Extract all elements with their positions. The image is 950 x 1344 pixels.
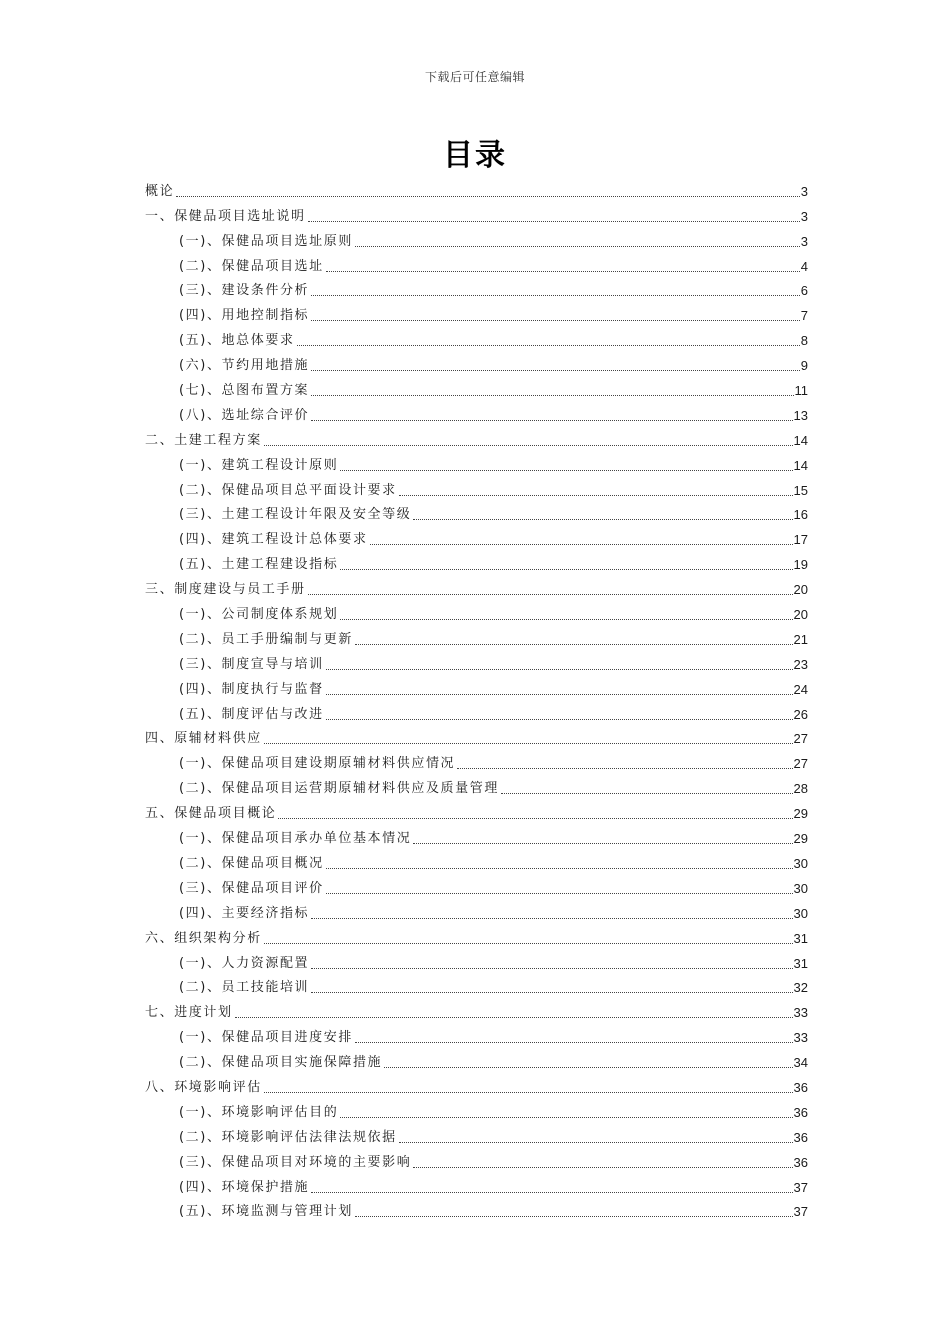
toc-dot-leader	[311, 395, 793, 396]
toc-entry-label: (二)、保健品项目概况	[179, 855, 324, 871]
toc-dot-leader	[264, 743, 793, 744]
toc-entry-label: (二)、保健品项目运营期原辅材料供应及质量管理	[179, 781, 499, 797]
toc-subsection-entry[interactable]	[145, 1197, 808, 1222]
toc-page-number: 17	[793, 532, 808, 548]
toc-dot-leader	[311, 992, 792, 993]
toc-subsection-entry[interactable]	[145, 823, 808, 848]
toc-entry-label: (七)、总图布置方案	[179, 383, 310, 399]
toc-section-entry[interactable]	[145, 798, 808, 823]
toc-dot-leader	[457, 768, 792, 769]
toc-page-number: 20	[793, 582, 808, 598]
toc-title: 目录	[443, 138, 507, 173]
toc-entry-label: (八)、选址综合评价	[179, 407, 310, 423]
toc-page-number: 26	[793, 706, 808, 722]
toc-subsection-entry[interactable]	[145, 1147, 808, 1172]
toc-subsection-entry[interactable]	[145, 1122, 808, 1147]
toc-page-number: 32	[793, 980, 808, 996]
toc-dot-leader	[311, 968, 792, 969]
toc-page-number: 29	[793, 831, 808, 847]
toc-page-number: 3	[800, 183, 808, 199]
toc-dot-leader	[311, 370, 800, 371]
toc-dot-leader	[176, 196, 800, 197]
toc-dot-leader	[278, 818, 792, 819]
toc-entry-label: 五、保健品项目概论	[145, 806, 277, 822]
toc-dot-leader	[355, 1042, 793, 1043]
table-of-contents	[145, 176, 808, 1221]
toc-page-number: 13	[793, 407, 808, 423]
toc-section-entry[interactable]	[145, 923, 808, 948]
toc-page-number: 11	[794, 383, 808, 399]
toc-subsection-entry[interactable]	[145, 599, 808, 624]
toc-dot-leader	[326, 271, 800, 272]
toc-dot-leader	[413, 843, 792, 844]
toc-subsection-entry[interactable]	[145, 773, 808, 798]
toc-subsection-entry[interactable]	[145, 674, 808, 699]
toc-dot-leader	[326, 893, 793, 894]
toc-subsection-entry[interactable]	[145, 1022, 808, 1047]
toc-subsection-entry[interactable]	[145, 624, 808, 649]
toc-subsection-entry[interactable]	[145, 375, 808, 400]
toc-dot-leader	[326, 868, 793, 869]
toc-subsection-entry[interactable]	[145, 276, 808, 301]
toc-page-number: 7	[800, 308, 808, 324]
toc-subsection-entry[interactable]	[145, 973, 808, 998]
toc-page-number: 9	[800, 358, 808, 374]
toc-dot-leader	[355, 1216, 793, 1217]
toc-entry-label: (二)、员工技能培训	[179, 980, 310, 996]
toc-subsection-entry[interactable]	[145, 524, 808, 549]
toc-subsection-entry[interactable]	[145, 251, 808, 276]
toc-page-number: 36	[793, 1104, 808, 1120]
toc-entry-label: (一)、环境影响评估目的	[179, 1104, 339, 1120]
toc-dot-leader	[264, 445, 793, 446]
toc-dot-leader	[413, 1167, 792, 1168]
toc-subsection-entry[interactable]	[145, 649, 808, 674]
toc-entry-label: (三)、土建工程设计年限及安全等级	[179, 507, 412, 523]
toc-page-number: 30	[793, 880, 808, 896]
toc-subsection-entry[interactable]	[145, 350, 808, 375]
toc-entry-label: 六、组织架构分析	[145, 930, 262, 946]
toc-dot-leader	[399, 495, 793, 496]
toc-page-number: 31	[793, 955, 808, 971]
toc-page-number: 4	[800, 258, 808, 274]
toc-entry-label: (四)、建筑工程设计总体要求	[179, 532, 368, 548]
toc-page-number: 23	[793, 656, 808, 672]
toc-entry-label: (一)、公司制度体系规划	[179, 607, 339, 623]
toc-dot-leader	[235, 1017, 793, 1018]
toc-page-number: 21	[793, 631, 808, 647]
toc-subsection-entry[interactable]	[145, 549, 808, 574]
toc-entry-label: (四)、环境保护措施	[179, 1179, 310, 1195]
toc-dot-leader	[355, 644, 793, 645]
toc-page-number: 8	[800, 333, 808, 349]
toc-section-entry[interactable]	[145, 201, 808, 226]
toc-entry-label: (三)、制度宣导与培训	[179, 656, 324, 672]
toc-dot-leader	[326, 719, 793, 720]
toc-page-number: 29	[793, 806, 808, 822]
toc-subsection-entry[interactable]	[145, 226, 808, 251]
toc-entry-label: (一)、保健品项目选址原则	[179, 233, 353, 249]
toc-dot-leader	[399, 1142, 793, 1143]
toc-dot-leader	[311, 295, 800, 296]
toc-page-number: 27	[793, 756, 808, 772]
toc-page-number: 14	[793, 432, 808, 448]
toc-entry-label: (二)、保健品项目实施保障措施	[179, 1055, 383, 1071]
toc-section-entry[interactable]	[145, 574, 808, 599]
toc-entry-label: (五)、环境监测与管理计划	[179, 1204, 353, 1220]
toc-entry-label: 概论	[145, 183, 175, 199]
toc-entry-label: (一)、保健品项目进度安排	[179, 1030, 353, 1046]
toc-page-number: 33	[793, 1005, 808, 1021]
toc-page-number: 16	[793, 507, 808, 523]
toc-dot-leader	[501, 793, 793, 794]
toc-dot-leader	[297, 345, 800, 346]
toc-entry-label: (六)、节约用地措施	[179, 358, 310, 374]
toc-subsection-entry[interactable]	[145, 748, 808, 773]
toc-entry-label: 八、环境影响评估	[145, 1079, 262, 1095]
toc-page-number: 36	[793, 1129, 808, 1145]
toc-page-number: 34	[793, 1055, 808, 1071]
toc-entry-label: (四)、制度执行与监督	[179, 681, 324, 697]
toc-dot-leader	[326, 669, 793, 670]
toc-entry-label: (一)、保健品项目建设期原辅材料供应情况	[179, 756, 456, 772]
toc-page-number: 36	[793, 1154, 808, 1170]
toc-dot-leader	[340, 470, 792, 471]
toc-entry-label: (一)、人力资源配置	[179, 955, 310, 971]
toc-dot-leader	[264, 1092, 793, 1093]
toc-subsection-entry[interactable]	[145, 1047, 808, 1072]
toc-page-number: 28	[793, 781, 808, 797]
toc-page-number: 31	[793, 930, 808, 946]
toc-entry-label: (三)、保健品项目对环境的主要影响	[179, 1154, 412, 1170]
toc-subsection-entry[interactable]	[145, 475, 808, 500]
toc-entry-label: 七、进度计划	[145, 1005, 233, 1021]
toc-dot-leader	[340, 619, 792, 620]
toc-page-number: 6	[800, 283, 808, 299]
toc-entry-label: (四)、用地控制指标	[179, 308, 310, 324]
toc-entry-label: (二)、保健品项目选址	[179, 258, 324, 274]
toc-page-number: 36	[793, 1079, 808, 1095]
toc-dot-leader	[384, 1067, 792, 1068]
toc-entry-label: 二、土建工程方案	[145, 432, 262, 448]
toc-subsection-entry[interactable]	[145, 450, 808, 475]
toc-entry-label: (五)、制度评估与改进	[179, 706, 324, 722]
toc-dot-leader	[311, 918, 792, 919]
toc-entry-label: (三)、建设条件分析	[179, 283, 310, 299]
toc-dot-leader	[264, 943, 793, 944]
toc-dot-leader	[340, 569, 792, 570]
toc-dot-leader	[311, 1192, 792, 1193]
toc-page-number: 30	[793, 905, 808, 921]
toc-dot-leader	[308, 221, 800, 222]
toc-page-number: 30	[793, 855, 808, 871]
toc-subsection-entry[interactable]	[145, 898, 808, 923]
toc-entry-label: 一、保健品项目选址说明	[145, 208, 306, 224]
toc-page-number: 14	[793, 457, 808, 473]
toc-page-number: 33	[793, 1030, 808, 1046]
toc-entry-label: 四、原辅材料供应	[145, 731, 262, 747]
toc-dot-leader	[311, 320, 800, 321]
toc-dot-leader	[355, 246, 800, 247]
toc-dot-leader	[311, 420, 792, 421]
toc-page-number: 24	[793, 681, 808, 697]
toc-dot-leader	[326, 694, 793, 695]
toc-section-entry[interactable]	[145, 997, 808, 1022]
toc-section-entry[interactable]	[145, 176, 808, 201]
toc-page-number: 37	[793, 1204, 808, 1220]
toc-subsection-entry[interactable]	[145, 848, 808, 873]
toc-subsection-entry[interactable]	[145, 325, 808, 350]
toc-subsection-entry[interactable]	[145, 1097, 808, 1122]
toc-section-entry[interactable]	[145, 724, 808, 749]
toc-page-number: 3	[800, 208, 808, 224]
toc-entry-label: (四)、主要经济指标	[179, 905, 310, 921]
toc-entry-label: 三、制度建设与员工手册	[145, 582, 306, 598]
toc-page-number: 20	[793, 607, 808, 623]
toc-page-number: 27	[793, 731, 808, 747]
toc-entry-label: (二)、环境影响评估法律法规依据	[179, 1129, 397, 1145]
toc-entry-label: (一)、保健品项目承办单位基本情况	[179, 831, 412, 847]
toc-entry-label: (二)、保健品项目总平面设计要求	[179, 482, 397, 498]
header-note: 下载后可任意编辑	[424, 70, 525, 84]
toc-entry-label: (三)、保健品项目评价	[179, 880, 324, 896]
toc-subsection-entry[interactable]	[145, 500, 808, 525]
toc-subsection-entry[interactable]	[145, 948, 808, 973]
toc-page-number: 19	[793, 557, 808, 573]
toc-dot-leader	[340, 1117, 792, 1118]
toc-entry-label: (二)、员工手册编制与更新	[179, 631, 353, 647]
toc-subsection-entry[interactable]	[145, 699, 808, 724]
toc-dot-leader	[370, 544, 793, 545]
toc-subsection-entry[interactable]	[145, 873, 808, 898]
toc-section-entry[interactable]	[145, 1072, 808, 1097]
toc-subsection-entry[interactable]	[145, 400, 808, 425]
toc-subsection-entry[interactable]	[145, 1172, 808, 1197]
toc-subsection-entry[interactable]	[145, 300, 808, 325]
toc-entry-label: (五)、土建工程建设指标	[179, 557, 339, 573]
toc-dot-leader	[308, 594, 793, 595]
toc-entry-label: (五)、地总体要求	[179, 333, 295, 349]
toc-page-number: 15	[793, 482, 808, 498]
toc-entry-label: (一)、建筑工程设计原则	[179, 457, 339, 473]
toc-page-number: 37	[793, 1179, 808, 1195]
toc-dot-leader	[413, 519, 792, 520]
toc-section-entry[interactable]	[145, 425, 808, 450]
toc-page-number: 3	[800, 233, 808, 249]
